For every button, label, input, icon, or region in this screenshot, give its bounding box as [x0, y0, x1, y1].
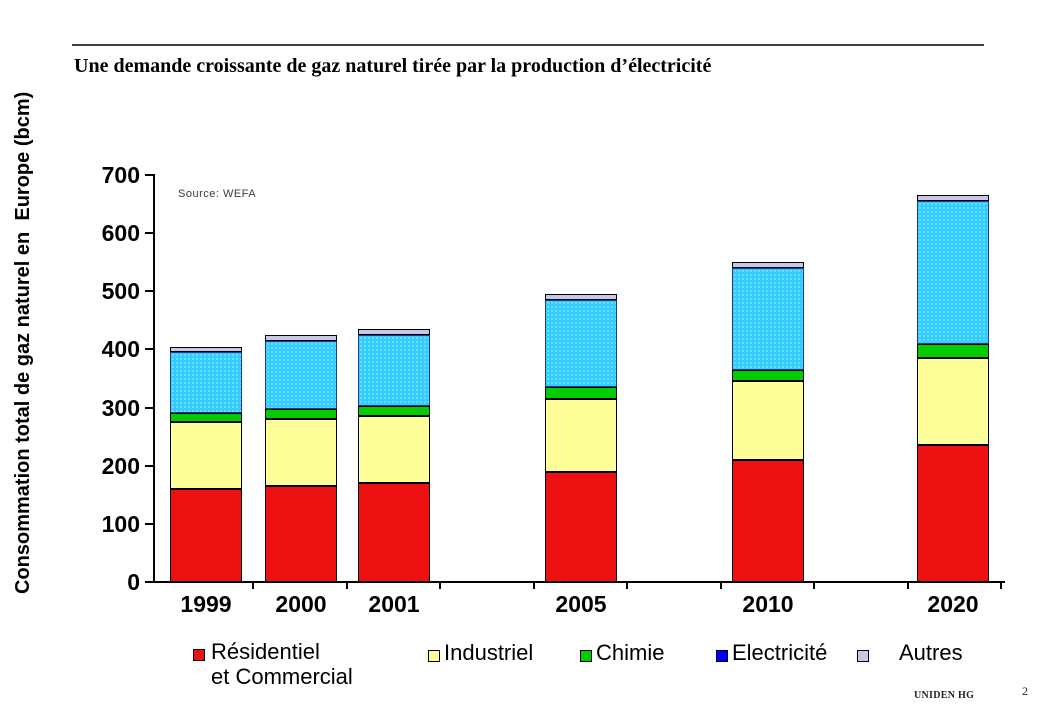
legend-label-residentiel-line1: Résidentiel: [211, 639, 320, 664]
x-tick-7: [907, 583, 909, 589]
legend-label-chimie: Chimie: [596, 640, 665, 665]
x-tick-4: [626, 583, 628, 589]
bar-segment-1999-electricite: [170, 352, 242, 413]
bar-segment-2020-chimie: [917, 344, 989, 359]
x-tick-2: [439, 583, 441, 589]
bar-segment-2010-residentiel-et-commercial: [732, 460, 804, 582]
bar-segment-2005-chimie: [545, 387, 617, 399]
y-tick-500: [145, 290, 154, 292]
x-tick-8: [1000, 583, 1002, 589]
bar-segment-1999-chimie: [170, 413, 242, 422]
bar-segment-2020-autres: [917, 195, 989, 201]
bar-segment-2005-electricite: [545, 300, 617, 387]
y-tick-0: [145, 581, 154, 583]
y-tick-label-600: 600: [101, 220, 140, 247]
bar-segment-2010-autres: [732, 262, 804, 268]
y-tick-label-400: 400: [101, 336, 140, 363]
bar-segment-2020-residentiel-et-commercial: [917, 445, 989, 582]
bar-segment-2005-residentiel-et-commercial: [545, 472, 617, 582]
legend-swatch-autres: [857, 650, 869, 662]
x-tick-0: [252, 583, 254, 589]
y-tick-label-700: 700: [101, 162, 140, 188]
bar-segment-2001-chimie: [358, 406, 430, 416]
bar-segment-2020-industriel: [917, 358, 989, 445]
bar-segment-2005-industriel: [545, 399, 617, 472]
y-tick-700: [145, 174, 154, 176]
y-tick-200: [145, 465, 154, 467]
legend-swatch-chimie: [580, 650, 592, 662]
x-axis-label-2020: 2020: [927, 591, 979, 617]
x-axis-label-2005: 2005: [555, 591, 607, 617]
legend-label-autres: Autres: [899, 640, 963, 665]
bar-segment-2020-electricite: [917, 201, 989, 343]
bar-segment-2001-residentiel-et-commercial: [358, 483, 430, 582]
x-tick-3: [533, 583, 535, 589]
footer-org-label: UNIDEN HG: [914, 690, 975, 701]
bar-segment-2001-industriel: [358, 416, 430, 483]
bar-segment-2000-chimie: [265, 409, 337, 419]
bar-segment-2000-electricite: [265, 341, 337, 410]
legend-swatch-electricite: [716, 650, 728, 662]
bar-segment-1999-autres: [170, 347, 242, 353]
y-tick-300: [145, 407, 154, 409]
y-tick-label-300: 300: [101, 394, 140, 421]
y-tick-label-100: 100: [101, 510, 140, 537]
legend-label-residentiel-line2: et Commercial: [211, 664, 353, 689]
bar-segment-2010-industriel: [732, 381, 804, 459]
x-axis-label-2001: 2001: [368, 591, 420, 617]
legend-label-industriel: Industriel: [444, 640, 534, 665]
title-rule: [72, 44, 984, 46]
x-axis-label-2010: 2010: [742, 591, 794, 617]
y-tick-label-0: 0: [127, 569, 140, 595]
y-tick-600: [145, 232, 154, 234]
source-note: Source: WEFA: [178, 188, 257, 200]
bar-segment-2001-autres: [358, 329, 430, 335]
x-tick-5: [720, 583, 722, 589]
y-axis-title: Consommation total de gaz naturel en Europe (bcm): [12, 91, 34, 595]
bar-segment-1999-industriel: [170, 422, 242, 489]
bar-segment-2010-chimie: [732, 370, 804, 382]
x-axis-label-2000: 2000: [275, 591, 327, 617]
y-axis-line: [153, 174, 155, 583]
y-tick-100: [145, 523, 154, 525]
bar-segment-2000-autres: [265, 335, 337, 341]
y-tick-400: [145, 348, 154, 350]
y-tick-label-500: 500: [101, 278, 140, 305]
footer-page-number: 2: [1022, 684, 1028, 698]
bar-segment-2001-electricite: [358, 335, 430, 407]
bar-segment-2000-residentiel-et-commercial: [265, 486, 337, 582]
y-tick-label-200: 200: [101, 452, 140, 479]
legend-label-electricite: Electricité: [732, 640, 828, 665]
x-tick-6: [813, 583, 815, 589]
x-tick-1: [346, 583, 348, 589]
bar-segment-2010-electricite: [732, 268, 804, 370]
bar-segment-2005-autres: [545, 294, 617, 300]
bar-segment-1999-residentiel-et-commercial: [170, 489, 242, 582]
slide-title: Une demande croissante de gaz naturel tirée par la production d’électricité: [74, 55, 712, 77]
legend-swatch-residentiel: [193, 649, 205, 661]
legend-swatch-industriel: [428, 650, 440, 662]
bar-segment-2000-industriel: [265, 419, 337, 486]
x-axis-label-1999: 1999: [180, 591, 232, 617]
